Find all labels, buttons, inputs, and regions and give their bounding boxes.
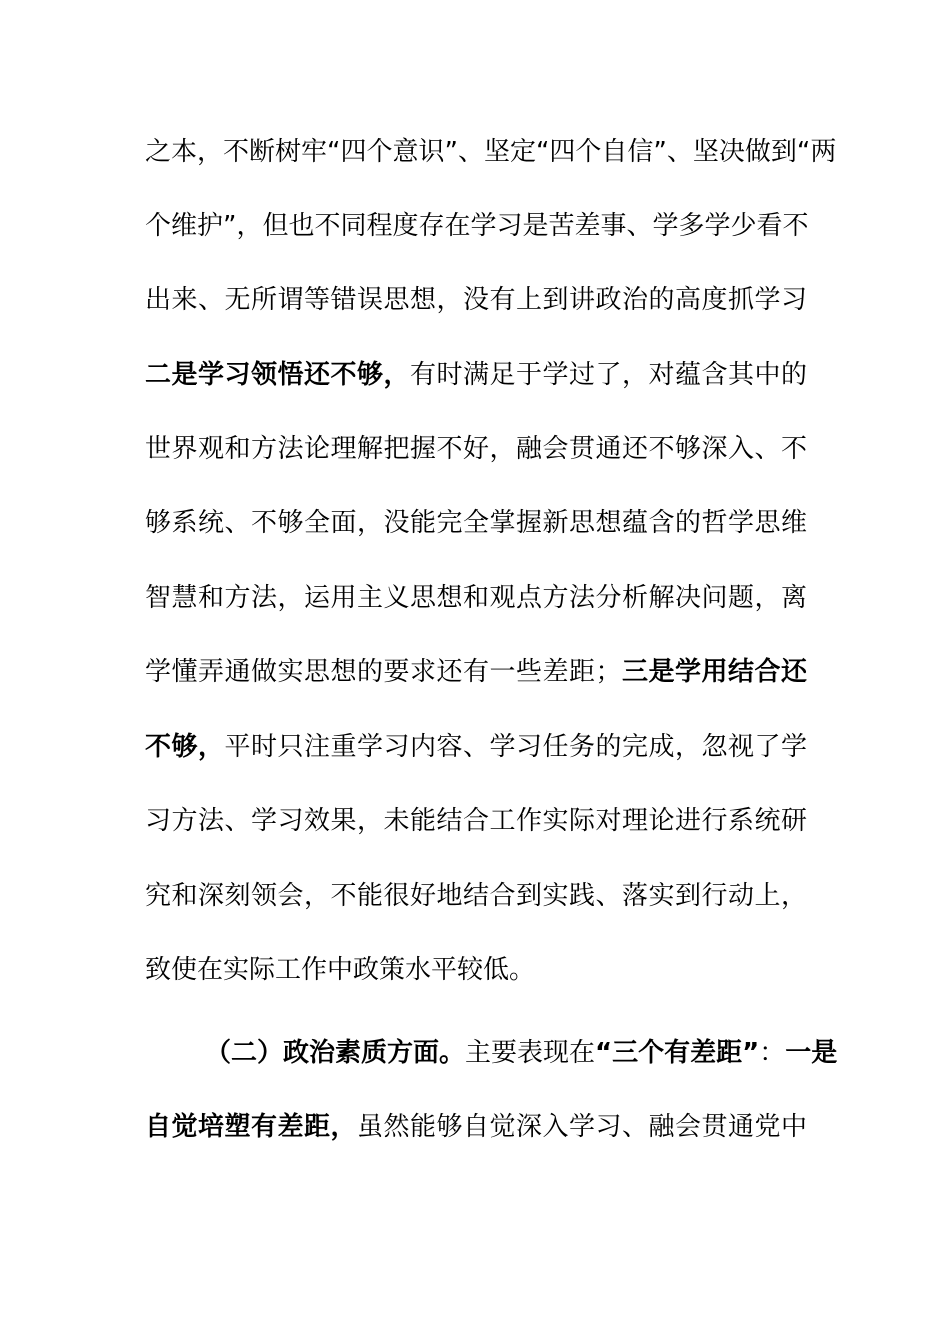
text-segment: 出来、无所谓等错误思想，没有上到讲政治的高度抓学习 bbox=[145, 285, 807, 315]
bold-heading-segment: 二是学习领悟还不够， bbox=[145, 360, 410, 390]
text-segment: 智慧和方法，运用主义思想和观点方法分析解决问题，离 bbox=[145, 583, 807, 613]
text-line-4 bbox=[145, 357, 807, 393]
text-line-14 bbox=[145, 1109, 807, 1145]
text-segment: 主要表现在 bbox=[465, 1038, 596, 1068]
text-line-1 bbox=[145, 134, 837, 170]
text-line-2 bbox=[145, 208, 807, 244]
text-line-13 bbox=[205, 1035, 838, 1071]
text-segment: 够系统、不够全面，没能完全掌握新思想蕴含的哲学思维 bbox=[145, 508, 807, 538]
text-line-9 bbox=[145, 729, 807, 765]
text-line-7 bbox=[145, 580, 807, 616]
text-segment: 个维护”，但也不同程度存在学习是苦差事、学多学少看不 bbox=[145, 211, 809, 241]
bold-heading-segment: 自觉培塑有差距， bbox=[145, 1112, 357, 1142]
text-segment: 世界观和方法论理解把握不好，融会贯通还不够深入、不 bbox=[145, 434, 807, 464]
bold-heading-segment: 一是 bbox=[785, 1038, 838, 1068]
text-line-6 bbox=[145, 505, 807, 541]
bold-heading-segment: 不够， bbox=[145, 732, 225, 762]
bold-heading-segment: 三是学用结合还 bbox=[621, 657, 807, 687]
text-line-12 bbox=[145, 952, 807, 988]
text-segment: 学懂弄通做实思想的要求还有一些差距； bbox=[145, 657, 622, 687]
text-segment: 有时满足于学过了，对蕴含其中的 bbox=[410, 360, 807, 390]
text-segment: 致使在实际工作中政策水平较低。 bbox=[145, 955, 536, 985]
text-segment: 习方法、学习效果，未能结合工作实际对理论进行系统研 bbox=[145, 806, 807, 836]
bold-heading-segment: “三个有差距” bbox=[595, 1038, 760, 1068]
text-line-5 bbox=[145, 431, 807, 467]
text-segment: ： bbox=[759, 1038, 786, 1068]
text-segment: 虽然能够自觉深入学习、融会贯通党中 bbox=[357, 1112, 807, 1142]
text-line-11 bbox=[145, 878, 807, 914]
section-heading: （二）政治素质方面。 bbox=[205, 1038, 466, 1068]
text-line-10 bbox=[145, 803, 807, 839]
text-segment: 之本，不断树牢“四个意识”、坚定“四个自信”、坚决做到“两 bbox=[145, 137, 837, 167]
text-segment: 平时只注重学习内容、学习任务的完成，忽视了学 bbox=[224, 732, 807, 762]
text-line-8 bbox=[145, 654, 807, 690]
text-segment: 究和深刻领会，不能很好地结合到实践、落实到行动上， bbox=[145, 881, 807, 911]
text-line-3 bbox=[145, 282, 807, 318]
